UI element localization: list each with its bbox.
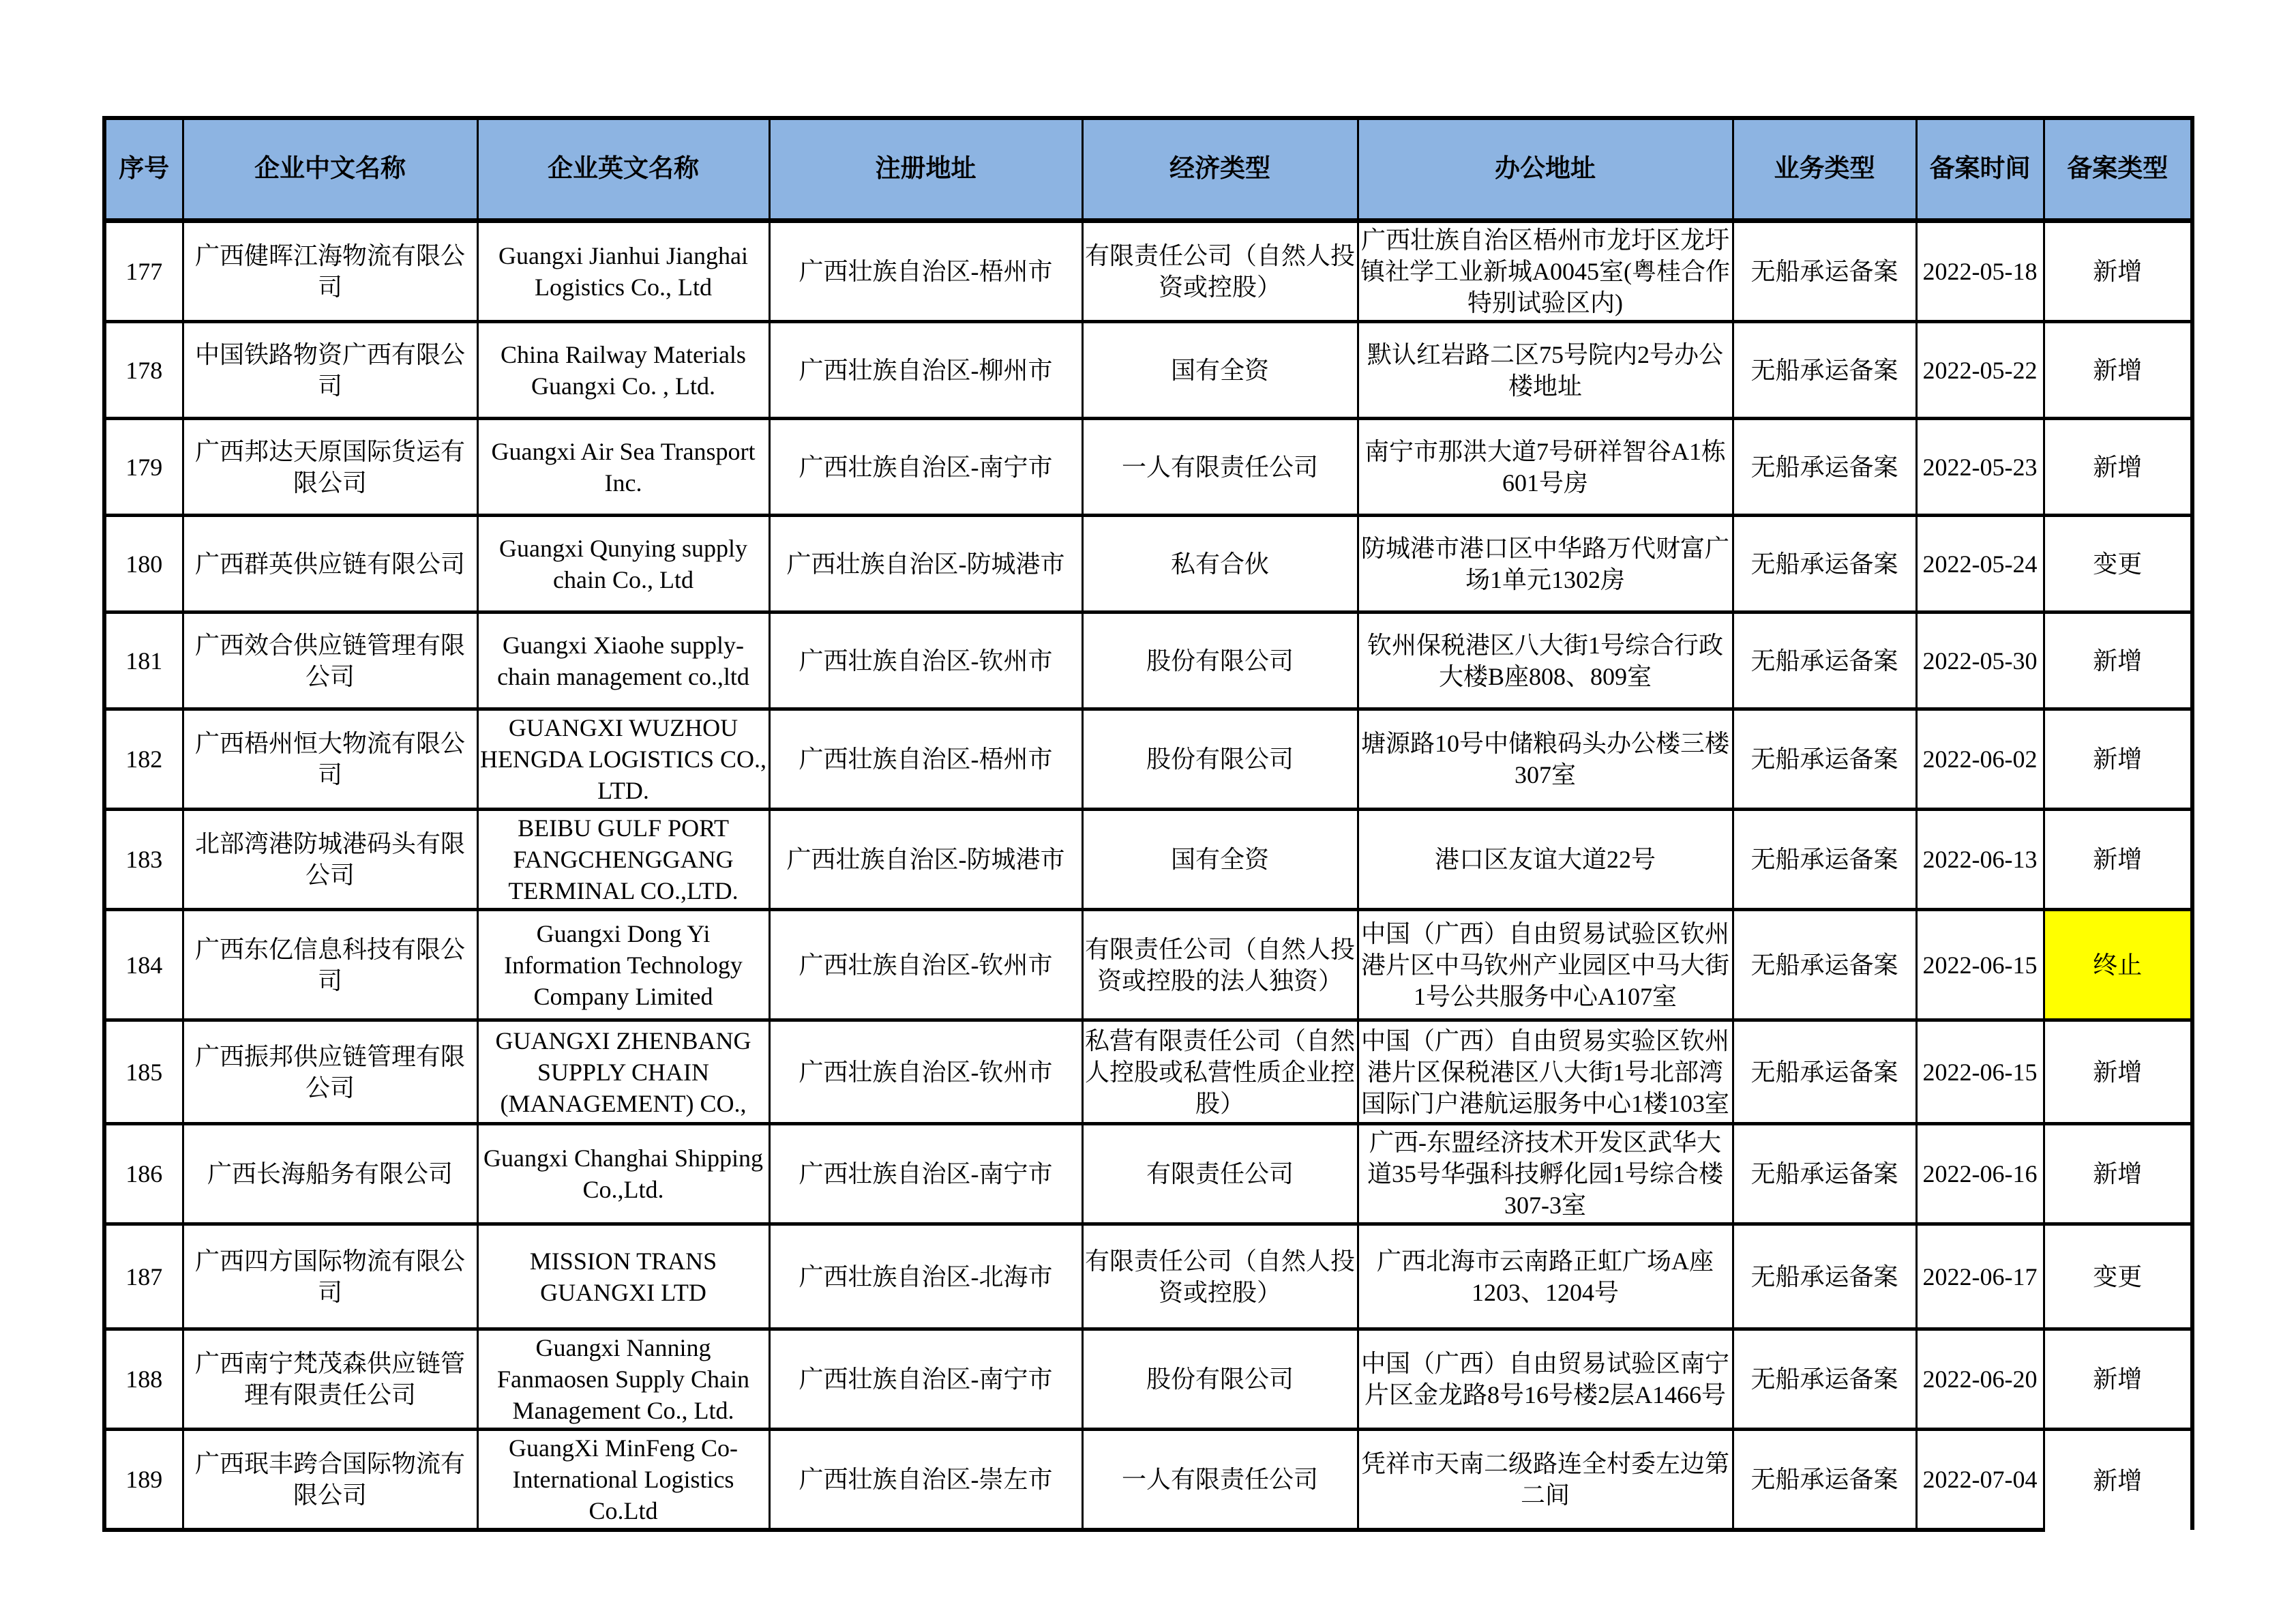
cell-name-en: Guangxi Nanning Fanmaosen Supply Chain Management Co., Ltd. — [477, 1329, 769, 1430]
cell-filing-date: 2022-05-24 — [1916, 516, 2044, 612]
table-row — [104, 1020, 2192, 1124]
cell-econ-type: 国有全资 — [1082, 810, 1358, 910]
cell-name-en: BEIBU GULF PORT FANGCHENGGANG TERMINAL CO.,LTD. — [477, 810, 769, 910]
cell-filing-type: 变更 — [2044, 516, 2192, 612]
cell-office-address: 塘源路10号中储粮码头办公楼三楼307室 — [1358, 709, 1733, 810]
col-header-biz-type: 业务类型 — [1733, 118, 1916, 221]
cell-office-address: 南宁市那洪大道7号研祥智谷A1栋601号房 — [1358, 419, 1733, 516]
cell-filing-date: 2022-05-30 — [1916, 612, 2044, 709]
table-row — [104, 709, 2192, 810]
cell-no: 187 — [104, 1224, 183, 1329]
table-row — [104, 322, 2192, 419]
cell-biz-type: 无船承运备案 — [1733, 709, 1916, 810]
cell-biz-type: 无船承运备案 — [1733, 910, 1916, 1020]
cell-econ-type: 有限责任公司（自然人投资或控股） — [1082, 1224, 1358, 1329]
cell-econ-type: 一人有限责任公司 — [1082, 419, 1358, 516]
cell-office-address: 广西-东盟经济技术开发区武华大道35号华强科技孵化园1号综合楼307-3室 — [1358, 1124, 1733, 1224]
cell-econ-type: 有限责任公司（自然人投资或控股的法人独资） — [1082, 910, 1358, 1020]
cell-office-address: 广西北海市云南路正虹广场A座1203、1204号 — [1358, 1224, 1733, 1329]
cell-filing-type: 终止 — [2044, 910, 2192, 1020]
col-header-name-cn: 企业中文名称 — [183, 118, 477, 221]
nvocc-filing-table — [102, 116, 2194, 1532]
cell-name-en: Guangxi Jianhui Jianghai Logistics Co., Ltd — [477, 221, 769, 322]
cell-biz-type: 无船承运备案 — [1733, 419, 1916, 516]
cell-filing-type: 新增 — [2044, 1329, 2192, 1430]
cell-filing-type: 新增 — [2044, 810, 2192, 910]
cell-no: 183 — [104, 810, 183, 910]
cell-econ-type: 股份有限公司 — [1082, 1329, 1358, 1430]
cell-reg-address: 广西壮族自治区-崇左市 — [769, 1430, 1082, 1531]
cell-filing-date: 2022-07-04 — [1916, 1430, 2044, 1531]
cell-econ-type: 有限责任公司（自然人投资或控股） — [1082, 221, 1358, 322]
cell-office-address: 默认红岩路二区75号院内2号办公楼地址 — [1358, 322, 1733, 419]
cell-no: 186 — [104, 1124, 183, 1224]
table-row — [104, 1224, 2192, 1329]
cell-reg-address: 广西壮族自治区-防城港市 — [769, 516, 1082, 612]
cell-biz-type: 无船承运备案 — [1733, 1124, 1916, 1224]
col-header-filing-date: 备案时间 — [1916, 118, 2044, 221]
cell-name-en: China Railway Materials Guangxi Co. , Ltd. — [477, 322, 769, 419]
cell-filing-date: 2022-06-15 — [1916, 910, 2044, 1020]
col-header-no: 序号 — [104, 118, 183, 221]
cell-econ-type: 私营有限责任公司（自然人控股或私营性质企业控股） — [1082, 1020, 1358, 1124]
col-header-reg-address: 注册地址 — [769, 118, 1082, 221]
cell-biz-type: 无船承运备案 — [1733, 612, 1916, 709]
cell-no: 188 — [104, 1329, 183, 1430]
cell-name-cn: 广西健晖江海物流有限公司 — [183, 221, 477, 322]
cell-office-address: 中国（广西）自由贸易试验区钦州港片区中马钦州产业园区中马大街1号公共服务中心A107室 — [1358, 910, 1733, 1020]
cell-econ-type: 国有全资 — [1082, 322, 1358, 419]
cell-filing-type: 新增 — [2044, 322, 2192, 419]
cell-name-en: Guangxi Qunying supply chain Co., Ltd — [477, 516, 769, 612]
cell-office-address: 防城港市港口区中华路万代财富广场1单元1302房 — [1358, 516, 1733, 612]
cell-no: 184 — [104, 910, 183, 1020]
cell-no: 182 — [104, 709, 183, 810]
cell-name-cn: 广西邦达天原国际货运有限公司 — [183, 419, 477, 516]
cell-name-en: Guangxi Xiaohe supply-chain management co.,ltd — [477, 612, 769, 709]
cell-name-cn: 广西四方国际物流有限公司 — [183, 1224, 477, 1329]
cell-no: 189 — [104, 1430, 183, 1531]
cell-filing-date: 2022-06-20 — [1916, 1329, 2044, 1430]
cell-econ-type: 私有合伙 — [1082, 516, 1358, 612]
table-row — [104, 1124, 2192, 1224]
cell-name-cn: 北部湾港防城港码头有限公司 — [183, 810, 477, 910]
cell-reg-address: 广西壮族自治区-南宁市 — [769, 1124, 1082, 1224]
cell-filing-type: 新增 — [2044, 1020, 2192, 1124]
cell-filing-type: 新增 — [2044, 709, 2192, 810]
cell-reg-address: 广西壮族自治区-柳州市 — [769, 322, 1082, 419]
cell-no: 178 — [104, 322, 183, 419]
cell-biz-type: 无船承运备案 — [1733, 322, 1916, 419]
cell-name-cn: 广西长海船务有限公司 — [183, 1124, 477, 1224]
cell-biz-type: 无船承运备案 — [1733, 1430, 1916, 1531]
cell-biz-type: 无船承运备案 — [1733, 1020, 1916, 1124]
cell-reg-address: 广西壮族自治区-钦州市 — [769, 612, 1082, 709]
table-row — [104, 1329, 2192, 1430]
cell-filing-type: 新增 — [2044, 612, 2192, 709]
cell-office-address: 广西壮族自治区梧州市龙圩区龙圩镇社学工业新城A0045室(粤桂合作特别试验区内) — [1358, 221, 1733, 322]
cell-reg-address: 广西壮族自治区-钦州市 — [769, 1020, 1082, 1124]
cell-reg-address: 广西壮族自治区-南宁市 — [769, 1329, 1082, 1430]
table-row — [104, 419, 2192, 516]
table-row — [104, 910, 2192, 1020]
cell-filing-date: 2022-05-23 — [1916, 419, 2044, 516]
table-row — [104, 516, 2192, 612]
cell-filing-date: 2022-06-15 — [1916, 1020, 2044, 1124]
cell-office-address: 港口区友谊大道22号 — [1358, 810, 1733, 910]
cell-name-cn: 广西东亿信息科技有限公司 — [183, 910, 477, 1020]
cell-office-address: 中国（广西）自由贸易实验区钦州港片区保税港区八大街1号北部湾国际门户港航运服务中心1楼103室 — [1358, 1020, 1733, 1124]
cell-name-en: MISSION TRANS GUANGXI LTD — [477, 1224, 769, 1329]
cell-name-cn: 广西珉丰跨合国际物流有限公司 — [183, 1430, 477, 1531]
cell-name-cn: 广西振邦供应链管理有限公司 — [183, 1020, 477, 1124]
cell-name-cn: 广西群英供应链有限公司 — [183, 516, 477, 612]
cell-econ-type: 一人有限责任公司 — [1082, 1430, 1358, 1531]
cell-name-en: Guangxi Changhai Shipping Co.,Ltd. — [477, 1124, 769, 1224]
cell-reg-address: 广西壮族自治区-钦州市 — [769, 910, 1082, 1020]
cell-reg-address: 广西壮族自治区-防城港市 — [769, 810, 1082, 910]
table-row — [104, 612, 2192, 709]
cell-no: 177 — [104, 221, 183, 322]
cell-office-address: 凭祥市天南二级路连全村委左边第二间 — [1358, 1430, 1733, 1531]
table-container — [102, 116, 2194, 1532]
cell-reg-address: 广西壮族自治区-梧州市 — [769, 221, 1082, 322]
col-header-name-en: 企业英文名称 — [477, 118, 769, 221]
cell-biz-type: 无船承运备案 — [1733, 810, 1916, 910]
cell-biz-type: 无船承运备案 — [1733, 1329, 1916, 1430]
cell-name-cn: 广西梧州恒大物流有限公司 — [183, 709, 477, 810]
cell-filing-type: 新增 — [2044, 419, 2192, 516]
cell-filing-type: 新增 — [2044, 221, 2192, 322]
cell-biz-type: 无船承运备案 — [1733, 516, 1916, 612]
cell-filing-date: 2022-06-17 — [1916, 1224, 2044, 1329]
cell-office-address: 中国（广西）自由贸易试验区南宁片区金龙路8号16号楼2层A1466号 — [1358, 1329, 1733, 1430]
cell-name-en: Guangxi Air Sea Transport Inc. — [477, 419, 769, 516]
table-row — [104, 221, 2192, 322]
cell-filing-date: 2022-06-13 — [1916, 810, 2044, 910]
cell-biz-type: 无船承运备案 — [1733, 1224, 1916, 1329]
cell-filing-date: 2022-05-18 — [1916, 221, 2044, 322]
header-row — [104, 118, 2192, 221]
cell-name-cn: 中国铁路物资广西有限公司 — [183, 322, 477, 419]
cell-biz-type: 无船承运备案 — [1733, 221, 1916, 322]
cell-filing-date: 2022-05-22 — [1916, 322, 2044, 419]
cell-econ-type: 股份有限公司 — [1082, 612, 1358, 709]
col-header-econ-type: 经济类型 — [1082, 118, 1358, 221]
cell-filing-type: 新增 — [2044, 1430, 2192, 1531]
cell-econ-type: 股份有限公司 — [1082, 709, 1358, 810]
cell-name-cn: 广西效合供应链管理有限公司 — [183, 612, 477, 709]
col-header-filing-type: 备案类型 — [2044, 118, 2192, 221]
cell-no: 180 — [104, 516, 183, 612]
cell-name-en: GuangXi MinFeng Co-International Logistics Co.Ltd — [477, 1430, 769, 1531]
cell-filing-date: 2022-06-02 — [1916, 709, 2044, 810]
cell-no: 181 — [104, 612, 183, 709]
table-row — [104, 1430, 2192, 1531]
cell-office-address: 钦州保税港区八大街1号综合行政大楼B座808、809室 — [1358, 612, 1733, 709]
table-row — [104, 810, 2192, 910]
cell-no: 179 — [104, 419, 183, 516]
cell-reg-address: 广西壮族自治区-梧州市 — [769, 709, 1082, 810]
cell-reg-address: 广西壮族自治区-北海市 — [769, 1224, 1082, 1329]
cell-no: 185 — [104, 1020, 183, 1124]
cell-filing-type: 新增 — [2044, 1124, 2192, 1224]
cell-reg-address: 广西壮族自治区-南宁市 — [769, 419, 1082, 516]
cell-name-en: Guangxi Dong Yi Information Technology Company Limited — [477, 910, 769, 1020]
cell-filing-date: 2022-06-16 — [1916, 1124, 2044, 1224]
cell-name-en: GUANGXI WUZHOU HENGDA LOGISTICS CO., LTD. — [477, 709, 769, 810]
col-header-office-address: 办公地址 — [1358, 118, 1733, 221]
cell-filing-type: 变更 — [2044, 1224, 2192, 1329]
cell-econ-type: 有限责任公司 — [1082, 1124, 1358, 1224]
cell-name-cn: 广西南宁梵茂森供应链管理有限责任公司 — [183, 1329, 477, 1430]
cell-name-en: GUANGXI ZHENBANG SUPPLY CHAIN (MANAGEMENT) CO., — [477, 1020, 769, 1124]
